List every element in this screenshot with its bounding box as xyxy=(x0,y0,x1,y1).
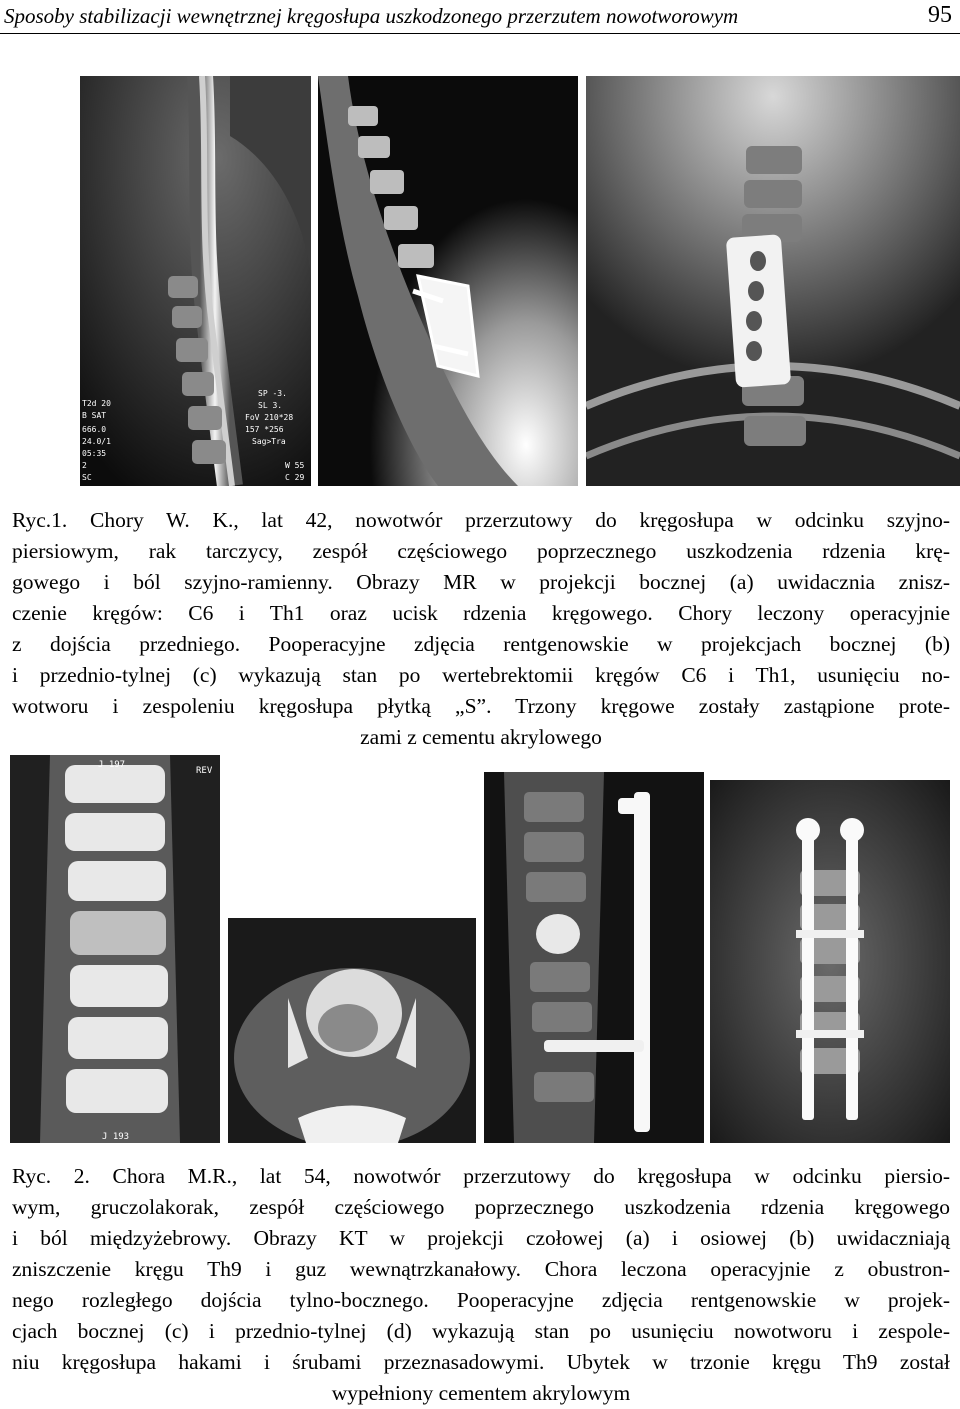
page-header xyxy=(0,0,960,34)
figure2-caption xyxy=(12,1161,950,1409)
figure1-image-xray-ap xyxy=(586,76,960,486)
caption2-line: i ból międzyżebrowy. Obrazy KT w projekcji czołowej (a) i osiowej (b) uwidaczniają xyxy=(12,1226,950,1250)
caption1-line: zami z cementu akrylowego xyxy=(360,725,602,749)
ct-label-rev: REV xyxy=(196,766,213,776)
caption1-line: piersiowym, rak tarczycy, zespół częściowego poprzecznego uszkodzenia rdzenia krę- xyxy=(12,539,950,563)
figure1-caption xyxy=(12,505,950,753)
caption1-line: gowego i ból szyjno-ramienny. Obrazy MR w projekcji bocznej (a) uwidacznia znisz- xyxy=(12,570,950,594)
mri-overlay-right-5: W 55 xyxy=(285,461,305,470)
figure2-image-ct-axial xyxy=(228,918,476,1143)
mri-overlay-right-4: Sag>Tra xyxy=(252,437,286,446)
running-title: Sposoby stabilizacji wewnętrznej kręgosłupa uszkodzonego przerzutem nowotworowym xyxy=(4,4,739,28)
ct-label-top: J 197 xyxy=(98,760,126,770)
caption2-line: Ryc. 2. Chora M.R., lat 54, nowotwór przerzutowy do kręgosłupa w odcinku piersio- xyxy=(12,1164,950,1188)
caption1-line: z dojścia przedniego. Pooperacyjne zdjęcia rentgenowskie w projekcjach bocznej (b) xyxy=(12,632,950,656)
mri-overlay-right-1: SL 3. xyxy=(258,401,283,410)
figure1-image-mri xyxy=(80,76,311,486)
caption2-line: wypełniony cementem akrylowym xyxy=(331,1381,631,1405)
mri-overlay-left-4: 05:35 xyxy=(82,449,107,458)
caption1-line: i przednio-tylnej (c) wykazują stan po wertebrektomii kręgów C6 i Th1, usunięciu no- xyxy=(12,663,950,687)
mri-overlay-left-1: B SAT xyxy=(82,411,107,420)
mri-overlay-left-2: 666.0 xyxy=(82,425,107,434)
figure2-image-xray-lateral xyxy=(484,772,704,1143)
page-number: 95 xyxy=(928,2,952,28)
caption1-line: czenie kręgów: C6 i Th1 oraz ucisk rdzenia kręgowego. Chory leczony operacyjnie xyxy=(12,601,950,625)
mri-overlay-right-0: SP -3. xyxy=(258,389,287,398)
caption2-line: nego rozległego dojścia tylno-bocznego. Pooperacyjne zdjęcia rentgenowskie w projek- xyxy=(12,1288,950,1312)
mri-overlay-right-3: 157 *256 xyxy=(245,425,284,434)
mri-overlay-left-5: 2 xyxy=(82,461,87,470)
caption2-line: niu kręgosłupa hakami i śrubami przeznasadowymi. Ubytek w trzonie kręgu Th9 został xyxy=(12,1350,950,1374)
ct-label-bottom: J 193 xyxy=(102,1132,130,1142)
mri-overlay-left-6: SC xyxy=(82,473,92,482)
caption2-line: zniszczenie kręgu Th9 i guz wewnątrzkanałowy. Chora leczona operacyjnie z obustron- xyxy=(12,1257,950,1281)
mri-overlay-right-6: C 29 xyxy=(285,473,305,482)
figure2-image-ct-coronal xyxy=(10,755,220,1143)
caption2-line: cjach bocznej (c) i przednio-tylnej (d) wykazują stan po usunięciu nowotworu i zespole- xyxy=(12,1319,950,1343)
mri-overlay-left-0: T2d 20 xyxy=(82,399,111,408)
figure2-image-xray-ap xyxy=(710,780,950,1143)
mri-overlay-right-2: FoV 210*28 xyxy=(245,413,294,422)
figure1-image-xray-lateral xyxy=(318,76,578,486)
mri-overlay-left-3: 24.0/1 xyxy=(82,437,111,446)
caption1-line: Ryc.1. Chory W. K., lat 42, nowotwór przerzutowy do kręgosłupa w odcinku szyjno- xyxy=(12,508,950,532)
caption2-line: wym, gruczolakorak, zespół częściowego poprzecznego uszkodzenia rdzenia kręgowego xyxy=(12,1195,950,1219)
caption1-line: wotworu i zespoleniu kręgosłupa płytką „S”. Trzony kręgowe zostały zastąpione prote- xyxy=(12,694,950,718)
